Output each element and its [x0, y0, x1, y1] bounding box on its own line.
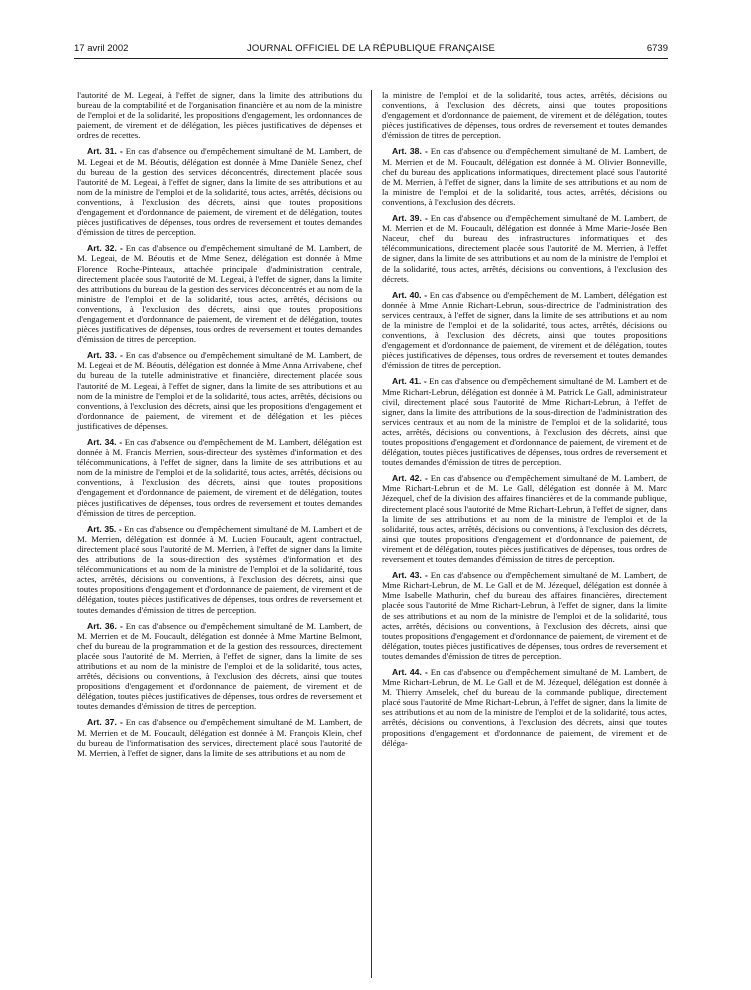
article-label: Art. 41. -	[392, 376, 427, 387]
header-date: 17 avril 2002	[74, 43, 129, 54]
article-text: En cas d'absence ou d'empêchement simultané de M. Lambert, de M. Merrien et de M. Foucault, délégation est donnée à Mme Martine Belmont, chef du bureau de la programmation et de la gestion des ressources, directement placée sous l'autorité de M. Merrien, à l'effet de signer, dans la limite de ses attributions et au nom de la ministre de l'emploi et de la solidarité, tous actes, arrêtés, décisions ou conventions, à l'exclusion des décrets, ainsi que toutes propositions d'engagement et d'ordonnance de paiement, de virement et de délégation, toutes pièces justificatives de dépenses, tous ordres de reversement et toutes demandes d'émission de titres de perception.	[77, 620, 363, 712]
article-label: Art. 37. -	[87, 717, 123, 728]
article-text: En cas d'absence ou d'empêchement simultané de M. Lambert, de M. Merrien et de M. Foucault, délégation est donnée à M. Olivier Bonneville, chef du bureau des applications informatiques, directement placé sous l'autorité de M. Merrien, à l'effet de signer, dans la limite de ses attributions et au nom de la ministre de l'emploi et de la solidarité, tous actes, arrêtés, décisions ou conventions, à l'exclusion des décrets.	[382, 146, 668, 207]
article-text: En cas d'absence ou d'empêchement simultané de M. Lambert, de Mme Richart-Lebrun, de M. Le Gall et de M. Jézequel, délégation est donnée à M. Thierry Amselek, chef du bureau de la commande publique, directement placé sous l'autorité de Mme Richart-Lebrun, à l'effet de signer, dans la limite de ses attributions et au nom de la ministre de l'emploi et de la solidarité, tous actes, arrêtés, décisions ou conventions, à l'exclusion des décrets, ainsi que toutes propositions d'engagement et d'ordonnance de paiement, de virement et de déléga-	[382, 666, 668, 748]
header-title: JOURNAL OFFICIEL DE LA RÉPUBLIQUE FRANÇAISE	[246, 43, 496, 54]
article-paragraph	[382, 667, 667, 748]
article-label: Art. 40. -	[392, 289, 428, 300]
article-paragraph	[77, 350, 362, 431]
article-text: En cas d'absence ou d'empêchement simultané de M. Lambert et de M. Merrien, délégation est donnée à M. Lucien Foucault, agent contractuel, directement placé sous l'autorité de M. Merrien, à l'effet de signer dans la limite des attributions de la sous-direction des systèmes d'information et des télécommunications et au nom de la ministre de l'emploi et de la solidarité, tous actes, arrêtés, décisions ou conventions, à l'exclusion des décrets, ainsi que toutes propositions d'engagement et d'ordonnance de paiement, de virement et de délégation, toutes pièces justificatives de dépenses, tous ordres de reversement et toutes demandes d'émission de titres de perception.	[77, 523, 363, 615]
article-paragraph	[77, 243, 362, 344]
article-label: Art. 31. -	[87, 146, 123, 157]
article-label: Art. 42. -	[392, 473, 428, 484]
left-column	[77, 90, 362, 764]
article-text: En cas d'absence ou d'empêchement de M. Lambert, délégation est donnée à Mme Annie Richart-Lebrun, sous-directrice de l'administration des services centraux, à l'effet de signer, dans la limite de ses attributions et au nom de la ministre de l'emploi et de la solidarité, tous actes, arrêtés, décisions ou conventions, à l'exclusion des décrets, ainsi que toutes propositions d'engagement et d'ordonnance de paiement, de virement et de délégation, toutes pièces justificatives de dépenses, tous ordres de reversement et toutes demandes d'émission de titres de perception.	[382, 289, 667, 371]
article-paragraph	[77, 524, 362, 615]
article-text: En cas d'absence ou d'empêchement simultané de M. Lambert, de M. Legeai et de M. Béoutis, délégation est donnée à Mme Anna Arrivabene, chef du bureau de la tutelle administrative et financière, directement placée sous l'autorité de M. Legeai, à l'effet de signer, dans la limite de ses attributions et au nom de la ministre de l'emploi et de la solidarité, tous actes, arrêtés, décisions ou conventions, à l'exclusion des décrets, ainsi que les propositions d'engagement et d'ordonnance de paiement, de virement et de délégation et les pièces justificatives de dépenses.	[77, 350, 363, 431]
article-text: En cas d'absence ou d'empêchement simultané de M. Lambert, de M. Legeai et de M. Béoutis, délégation est donnée à Mme Danièle Senez, chef du bureau de la gestion des services déconcentrés, directement placée sous l'autorité de M. Legeai, à l'effet de signer, dans la limite de ses attributions et au nom de la ministre de l'emploi et de la solidarité, tous actes, arrêtés, décisions ou conventions, à l'exclusion des décrets, ainsi que toutes propositions d'engagement et d'ordonnance de paiement, de virement et de délégation, toutes pièces justificatives de dépenses, tous ordres de reversement et toutes demandes d'émission de titres de perception.	[77, 146, 363, 238]
article-label: Art. 32. -	[87, 243, 123, 254]
continued-paragraph	[382, 90, 667, 140]
article-paragraph	[382, 290, 667, 371]
article-text: En cas d'absence ou d'empêchement de M. Lambert, délégation est donnée à M. Francis Merrien, sous-directeur des systèmes d'information et des télécommunications, à l'effet de signer, dans la limite de ses attributions et au nom de la ministre de l'emploi et de la solidarité, tous actes, arrêtés, décisions ou conventions, à l'exclusion des décrets, ainsi que toutes propositions d'engagement et d'ordonnance de paiement, de virement et de délégation, toutes pièces justificatives de dépenses, tous ordres de reversement et toutes demandes d'émission de titres de perception.	[77, 437, 362, 518]
article-label: Art. 43. -	[392, 570, 428, 581]
article-label: Art. 38. -	[392, 146, 428, 157]
column-divider	[371, 90, 372, 978]
article-paragraph	[382, 146, 667, 207]
article-label: Art. 39. -	[392, 213, 428, 224]
article-text: En cas d'absence ou d'empêchement simultané de M. Lambert, de Mme Richart-Lebrun, de M. Le Gall et de M. Jézequel, délégation est donnée à Mme Isabelle Mathurin, chef du bureau des affaires financières, directement placée sous l'autorité de Mme Richart-Lebrun, à l'effet de signer, dans la limite de ses attributions et au nom de la ministre de l'emploi et de la solidarité, tous actes, arrêtés, décisions ou conventions, à l'exclusion des décrets, ainsi que toutes propositions d'engagement et d'ordonnance de paiement, de virement et de délégation, toutes pièces justificatives de dépenses, tous ordres de reversement et toutes demandes d'émission de titres de perception.	[382, 570, 668, 661]
article-paragraph	[77, 437, 362, 518]
header-rule	[74, 58, 668, 59]
article-text: En cas d'absence ou d'empêchement simultané de M. Lambert, de M. Merrien et de M. Foucault, délégation est donnée à M. François Klein, chef du bureau de l'informatisation des services, directement placé sous l'autorité de M. Merrien, à l'effet de signer, dans la limite de ses attributions et au nom de	[77, 717, 363, 758]
article-paragraph	[77, 146, 362, 237]
article-label: Art. 33. -	[87, 350, 123, 361]
page-header	[74, 43, 668, 57]
article-paragraph	[382, 213, 667, 284]
article-label: Art. 34. -	[87, 437, 123, 447]
header-page-number: 6739	[646, 43, 668, 54]
article-text: En cas d'absence ou d'empêchement simultané de M. Lambert, de M. Merrien et de M. Foucault, délégation est donnée à Mme Marie-Josée Ben Naceur, chef du bureau des infrastructures informatiques et des télécommunications, directement placée sous l'autorité de M. Merrien, à l'effet de signer, dans la limite de ses attributions et au nom de la ministre de l'emploi et de la solidarité, tous actes, arrêtés, décisions ou conventions, à l'exclusion des décrets.	[382, 213, 668, 284]
article-paragraph	[382, 376, 667, 467]
article-text: En cas d'absence ou d'empêchement simultané de M. Lambert, de Mme Richart-Lebrun et de M. Le Gall, délégation est donnée à M. Marc Jézequel, chef de la division des affaires financières et de la commande publique, directement placé sous l'autorité de Mme Richart-Lebrun, à l'effet de signer, dans la limite de ses attributions et au nom de la ministre de l'emploi et de la solidarité, tous actes, arrêtés, décisions ou conventions, à l'exclusion des décrets, ainsi que toutes propositions d'engagement et d'ordonnance de paiement, de virement et de délégation, toutes pièces justificatives de dépenses, tous ordres de reversement et toutes demandes d'émission de titres de perception.	[382, 473, 668, 565]
continued-paragraph	[77, 90, 362, 140]
article-text: En cas d'absence ou d'empêchement simultané de M. Lambert et de Mme Richart-Lebrun, délégation est donnée à M. Patrick Le Gall, administrateur civil, directement placé sous l'autorité de Mme Richart-Lebrun, à l'effet de signer, dans la limite des attributions de la sous-direction de l'administration des services centraux et au nom de la ministre de l'emploi et de la solidarité, tous actes, arrêtés, décisions ou conventions, à l'exclusion des décrets, ainsi que toutes propositions d'engagement et d'ordonnance de paiement, de virement et de délégation, toutes pièces justificatives de dépenses, tous ordres de reversement et toutes demandes d'émission de titres de perception.	[382, 376, 668, 468]
article-text: l'autorité de M. Legeai, à l'effet de signer, dans la limite des attributions du bureau de la comptabilité et de l'organisation financière et au nom de la ministre de l'emploi et de la solidarité, les propositions d'engagement, les ordonnances de paiement, de virement et de délégation, les pièces justificatives de dépenses et ordres de recettes.	[77, 90, 362, 141]
article-text: En cas d'absence ou d'empêchement simultané de M. Lambert, de M. Legeai, de M. Béoutis et de Mme Senez, délégation est donnée à Mme Florence Roche-Pinteaux, attachée principale d'administration centrale, directement placée sous l'autorité de M. Legeai, à l'effet de signer, dans la limite des attributions du bureau de la gestion des services déconcentrés et au nom de la ministre de l'emploi et de la solidarité, tous actes, arrêtés, décisions ou conventions, à l'exclusion des décrets, ainsi que toutes propositions d'engagement et d'ordonnance de paiement, de virement et de délégation, toutes pièces justificatives de dépenses, tous ordres de reversement et toutes demandes d'émission de titres de perception.	[77, 243, 363, 345]
article-label: Art. 36. -	[87, 620, 123, 631]
article-paragraph	[77, 717, 362, 757]
right-column	[382, 90, 667, 754]
article-paragraph	[77, 621, 362, 712]
article-paragraph	[382, 473, 667, 564]
article-text: la ministre de l'emploi et de la solidarité, tous actes, arrêtés, décisions ou conventions, à l'exclusion des décrets, ainsi que toutes propositions d'engagement et d'ordonnance de paiement, de virement et de délégation, toutes pièces justificatives de dépenses, tous ordres de reversement et toutes demandes d'émission de titres de perception.	[382, 90, 667, 141]
article-label: Art. 44. -	[392, 666, 428, 677]
article-label: Art. 35. -	[87, 523, 122, 534]
article-paragraph	[382, 570, 667, 661]
